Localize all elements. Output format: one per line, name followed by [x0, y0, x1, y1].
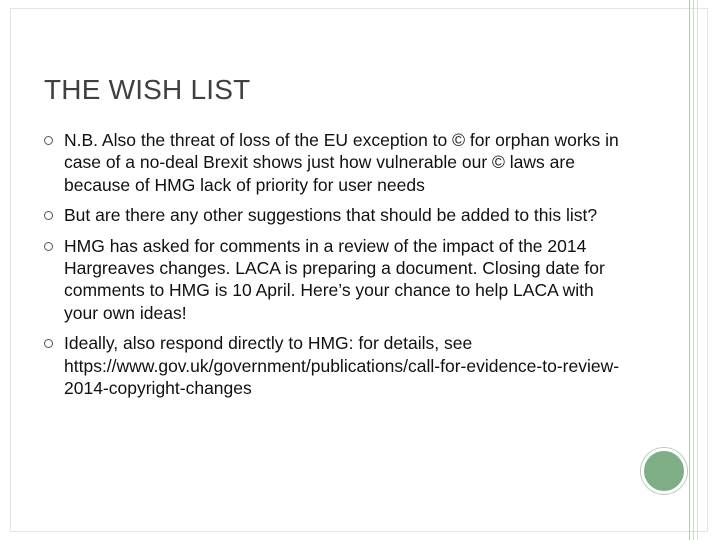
decorative-line — [697, 0, 698, 540]
bullet-item — [44, 129, 624, 196]
bullet-text: But are there any other suggestions that should be added to this list? — [64, 205, 598, 226]
bullet-item — [44, 332, 624, 399]
bullet-item — [44, 204, 624, 226]
decorative-line — [693, 0, 694, 540]
bullet-text: N.B. Also the threat of loss of the EU exception to © for orphan works in case of a no-deal Brexit shows just how vulnerable our © laws are because of HMG lack of priority for user needs — [64, 130, 619, 195]
hollow-circle-bullet-icon — [44, 339, 53, 348]
bullet-text: Ideally, also respond directly to HMG: for details, see https://www.gov.uk/government/publications/call-for-evidence-to-review-2014-copyright-changes — [64, 333, 620, 399]
bullet-text: HMG has asked for comments in a review of the impact of the 2014 Hargreaves changes. LACA is preparing a document. Closing date for comments to HMG is 10 April. Here’s your chance to help LACA with your own ideas! — [64, 235, 605, 323]
decorative-circle-icon — [641, 448, 687, 494]
hollow-circle-bullet-icon — [44, 136, 53, 145]
decorative-line — [689, 0, 690, 540]
hollow-circle-bullet-icon — [44, 211, 53, 220]
bullet-item — [44, 235, 624, 325]
hollow-circle-bullet-icon — [44, 242, 53, 251]
slide-title: THE WISH LIST — [44, 74, 251, 105]
bullet-list — [44, 129, 624, 407]
